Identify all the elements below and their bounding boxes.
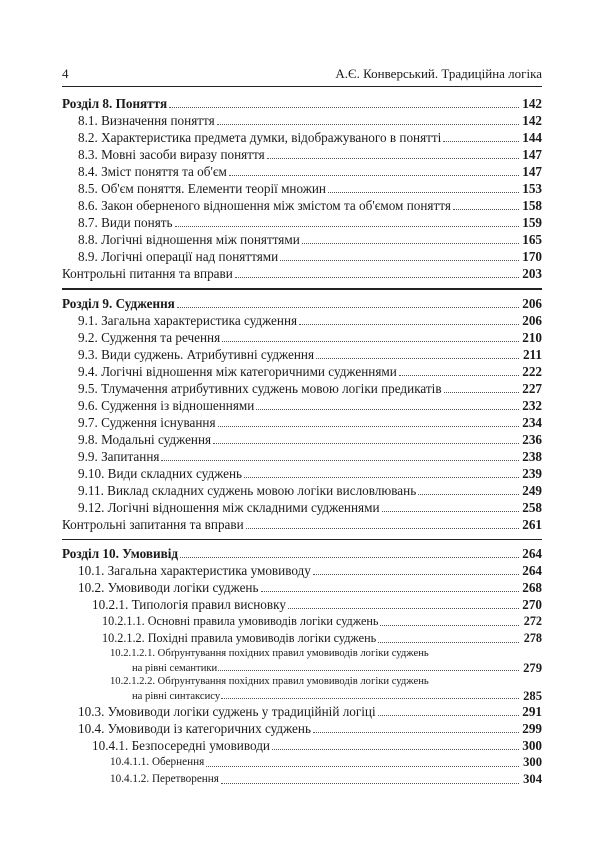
leader-dots xyxy=(316,358,519,359)
section-divider xyxy=(62,288,542,290)
toc-entry-title: 10.2.1.2.1. Обґрунтування похідних правил умовиводів логіки суджень xyxy=(110,648,429,659)
toc-entry[interactable] xyxy=(62,265,542,282)
toc-entry-title: 9.8. Модальні судження xyxy=(78,431,212,447)
toc-entry[interactable] xyxy=(62,613,542,630)
toc-entry-title: 9.6. Судження із відношеннями xyxy=(78,397,255,413)
leader-dots xyxy=(418,494,519,495)
toc-entry[interactable] xyxy=(62,197,542,214)
toc-entry-page: 206 xyxy=(522,295,542,311)
toc-entry-title: 9.5. Тлумачення атрибутивних суджень мовою логіки предикатів xyxy=(78,380,442,396)
leader-dots xyxy=(221,698,519,699)
toc-entry-page: 272 xyxy=(523,614,542,628)
toc-entry[interactable] xyxy=(62,703,542,720)
toc-entry-title: 10.2. Умовиводи логіки суджень xyxy=(78,580,259,595)
toc-section-10-cont xyxy=(62,703,542,788)
toc-entry[interactable] xyxy=(62,482,542,499)
toc-entry[interactable] xyxy=(62,414,542,431)
toc-entry-page: 159 xyxy=(522,215,542,230)
table-of-contents xyxy=(62,95,542,788)
leader-dots xyxy=(246,528,519,529)
toc-entry-title: Контрольні запитання та вправи xyxy=(62,516,244,532)
leader-dots xyxy=(169,107,519,108)
toc-entry-page: 142 xyxy=(522,113,542,128)
toc-section-8 xyxy=(62,95,542,282)
toc-entry-title: 9.12. Логічні відношення між складними судженнями xyxy=(78,499,380,515)
toc-entry-page: 211 xyxy=(522,346,542,362)
toc-entry-page: 304 xyxy=(523,772,542,786)
toc-entry[interactable] xyxy=(62,214,542,231)
toc-entry-page: 158 xyxy=(522,198,542,213)
toc-entry-title: Розділ 9. Судження xyxy=(62,295,175,311)
toc-entry-title: 8.5. Об'єм поняття. Елементи теорії множин xyxy=(78,181,326,196)
leader-dots xyxy=(288,608,519,609)
leader-dots xyxy=(180,557,519,558)
toc-entry-title: 8.1. Визначення поняття xyxy=(78,113,215,128)
leader-dots xyxy=(272,749,519,750)
toc-entry-title: 8.3. Мовні засоби виразу поняття xyxy=(78,147,265,162)
toc-entry-title: 10.4. Умовиводи із категоричних суджень xyxy=(78,721,311,736)
leader-dots xyxy=(206,766,519,767)
toc-entry-page: 210 xyxy=(522,329,542,345)
toc-entry-page: 147 xyxy=(522,147,542,162)
leader-dots xyxy=(175,226,519,227)
toc-entry[interactable] xyxy=(62,771,542,788)
toc-entry-title: 8.4. Зміст поняття та об'єм xyxy=(78,164,227,179)
toc-entry[interactable] xyxy=(62,397,542,414)
leader-dots xyxy=(378,642,519,643)
toc-entry[interactable] xyxy=(62,499,542,516)
toc-entry-page: 236 xyxy=(522,431,542,447)
toc-entry[interactable] xyxy=(62,448,542,465)
toc-entry-title: 10.4.1. Безпосередні умовиводи xyxy=(92,738,270,753)
toc-entry[interactable] xyxy=(62,346,542,363)
toc-section-heading[interactable] xyxy=(62,545,542,562)
toc-entry[interactable] xyxy=(62,737,542,754)
toc-entry-title: 9.10. Види складних суджень xyxy=(78,465,243,481)
leader-dots xyxy=(218,670,519,671)
toc-entry[interactable] xyxy=(62,431,542,448)
toc-entry-page: 206 xyxy=(522,312,542,328)
toc-entry-title: 8.6. Закон оберненого відношення між змістом та об'ємом поняття xyxy=(78,198,451,213)
toc-entry-page: 142 xyxy=(522,96,542,111)
toc-entry[interactable] xyxy=(62,231,542,248)
leader-dots xyxy=(280,260,519,261)
toc-entry-page: 203 xyxy=(522,266,542,281)
toc-entry[interactable] xyxy=(62,180,542,197)
toc-entry[interactable] xyxy=(62,720,542,737)
leader-dots xyxy=(313,574,519,575)
toc-entry-title: 8.2. Характеристика предмета думки, відображуваного в понятті xyxy=(78,130,442,145)
toc-entry[interactable] xyxy=(62,163,542,180)
toc-entry-title: 9.3. Види суджень. Атрибутивні судження xyxy=(78,346,315,362)
toc-entry[interactable] xyxy=(62,754,542,771)
toc-entry-title: 10.4.1.1. Обернення xyxy=(110,754,205,771)
toc-entry[interactable] xyxy=(62,112,542,129)
leader-dots xyxy=(161,460,519,461)
toc-entry[interactable] xyxy=(62,516,542,533)
toc-entry-title: 9.1. Загальна характеристика судження xyxy=(78,312,298,328)
toc-entry-page: 249 xyxy=(522,482,542,498)
toc-entry-page: 147 xyxy=(522,164,542,179)
toc-entry-page: 239 xyxy=(522,465,542,481)
toc-entry-title: 9.2. Судження та речення xyxy=(78,329,221,345)
toc-entry-title: 9.7. Судження існування xyxy=(78,414,216,430)
toc-entry-title: 10.3. Умовиводи логіки суджень у традиційній логіці xyxy=(78,704,376,719)
toc-entry[interactable] xyxy=(62,146,542,163)
page-number: 4 xyxy=(62,66,69,81)
leader-dots xyxy=(399,375,519,376)
section-divider xyxy=(62,539,542,541)
toc-entry-page: 270 xyxy=(522,597,542,612)
toc-entry-title: 10.2.1.2.2. Обґрунтування похідних правил умовиводів логіки суджень xyxy=(110,676,429,687)
toc-entry-page: 299 xyxy=(522,721,542,736)
leader-dots xyxy=(213,443,519,444)
toc-entry-page: 300 xyxy=(523,755,542,769)
toc-entry-title: Контрольні питання та вправи xyxy=(62,266,233,281)
leader-dots xyxy=(229,175,519,176)
toc-entry[interactable] xyxy=(62,596,542,613)
leader-dots xyxy=(267,158,519,159)
toc-section-9 xyxy=(62,295,542,533)
toc-entry-title: 8.8. Логічні відношення між поняттями xyxy=(78,232,300,247)
toc-entry-title-cont: на рівні синтаксису xyxy=(132,691,221,702)
toc-entry-page: 291 xyxy=(522,704,542,719)
page-header xyxy=(62,66,542,87)
leader-dots xyxy=(328,192,519,193)
toc-entry[interactable] xyxy=(62,248,542,265)
leader-dots xyxy=(235,277,519,278)
toc-entry-title: 9.4. Логічні відношення між категоричними судженнями xyxy=(78,363,397,379)
toc-entry-page: 268 xyxy=(522,580,542,595)
toc-entry-title: 9.11. Виклад складних суджень мовою логіки висловлювань xyxy=(78,482,417,498)
toc-entry-page: 153 xyxy=(522,181,542,196)
leader-dots xyxy=(302,243,519,244)
toc-entry[interactable] xyxy=(62,562,542,579)
leader-dots xyxy=(378,715,519,716)
toc-entry-page: 279 xyxy=(523,661,542,675)
leader-dots xyxy=(177,307,519,308)
leader-dots xyxy=(256,409,519,410)
leader-dots xyxy=(453,209,519,210)
leader-dots xyxy=(221,783,519,784)
toc-entry-page: 261 xyxy=(522,516,542,532)
toc-entry-page: 278 xyxy=(523,631,542,645)
running-title: А.Є. Конверський. Традиційна логіка xyxy=(335,66,542,81)
toc-entry[interactable] xyxy=(62,647,542,675)
toc-entry-page: 234 xyxy=(522,414,542,430)
toc-entry-page: 170 xyxy=(522,249,542,264)
leader-dots xyxy=(382,511,519,512)
toc-entry[interactable] xyxy=(62,630,542,647)
toc-entry[interactable] xyxy=(62,129,542,146)
toc-entry-page: 222 xyxy=(522,363,542,379)
leader-dots xyxy=(444,392,519,393)
toc-entry-page: 165 xyxy=(522,232,542,247)
toc-entry-page: 264 xyxy=(522,546,542,561)
toc-entry-title: 9.9. Запитання xyxy=(78,448,160,464)
toc-entry-title: 8.9. Логічні операції над поняттями xyxy=(78,249,279,264)
toc-entry-title-cont: на рівні семантики xyxy=(132,663,218,674)
leader-dots xyxy=(222,341,519,342)
leader-dots xyxy=(313,732,519,733)
toc-entry-page: 238 xyxy=(522,448,542,464)
toc-entry-page: 232 xyxy=(522,397,542,413)
toc-entry[interactable] xyxy=(62,312,542,329)
toc-entry-title: 10.2.1. Типологія правил висновку xyxy=(92,597,286,612)
toc-entry[interactable] xyxy=(62,363,542,380)
toc-entry[interactable] xyxy=(62,579,542,596)
leader-dots xyxy=(261,591,519,592)
toc-section-heading[interactable] xyxy=(62,295,542,312)
toc-entry-page: 227 xyxy=(522,380,542,396)
leader-dots xyxy=(217,124,519,125)
toc-entry-title: 8.7. Види понять xyxy=(78,215,173,230)
toc-entry-page: 144 xyxy=(522,130,542,145)
toc-entry-title: 10.4.1.2. Перетворення xyxy=(110,771,220,788)
toc-entry-page: 285 xyxy=(523,689,542,703)
leader-dots xyxy=(299,324,519,325)
toc-entry-page: 264 xyxy=(522,563,542,578)
toc-section-heading[interactable] xyxy=(62,95,542,112)
toc-section-10 xyxy=(62,545,542,647)
toc-entry-title: 10.2.1.1. Основні правила умовиводів логіки суджень xyxy=(102,614,379,628)
leader-dots xyxy=(244,477,519,478)
toc-entry[interactable] xyxy=(62,329,542,346)
toc-entry[interactable] xyxy=(62,465,542,482)
toc-entry-page: 300 xyxy=(522,738,542,753)
toc-entry-title: Розділ 10. Умовивід xyxy=(62,546,179,561)
leader-dots xyxy=(218,426,519,427)
toc-entry-title: 10.1. Загальна характеристика умовиводу xyxy=(78,563,311,578)
toc-entry[interactable] xyxy=(62,380,542,397)
leader-dots xyxy=(443,141,519,142)
leader-dots xyxy=(380,625,519,626)
toc-entry[interactable] xyxy=(62,675,542,703)
toc-entry-title: Розділ 8. Поняття xyxy=(62,96,168,111)
toc-entry-title: 10.2.1.2. Похідні правила умовиводів логіки суджень xyxy=(102,631,377,645)
toc-entry-page: 258 xyxy=(522,499,542,515)
